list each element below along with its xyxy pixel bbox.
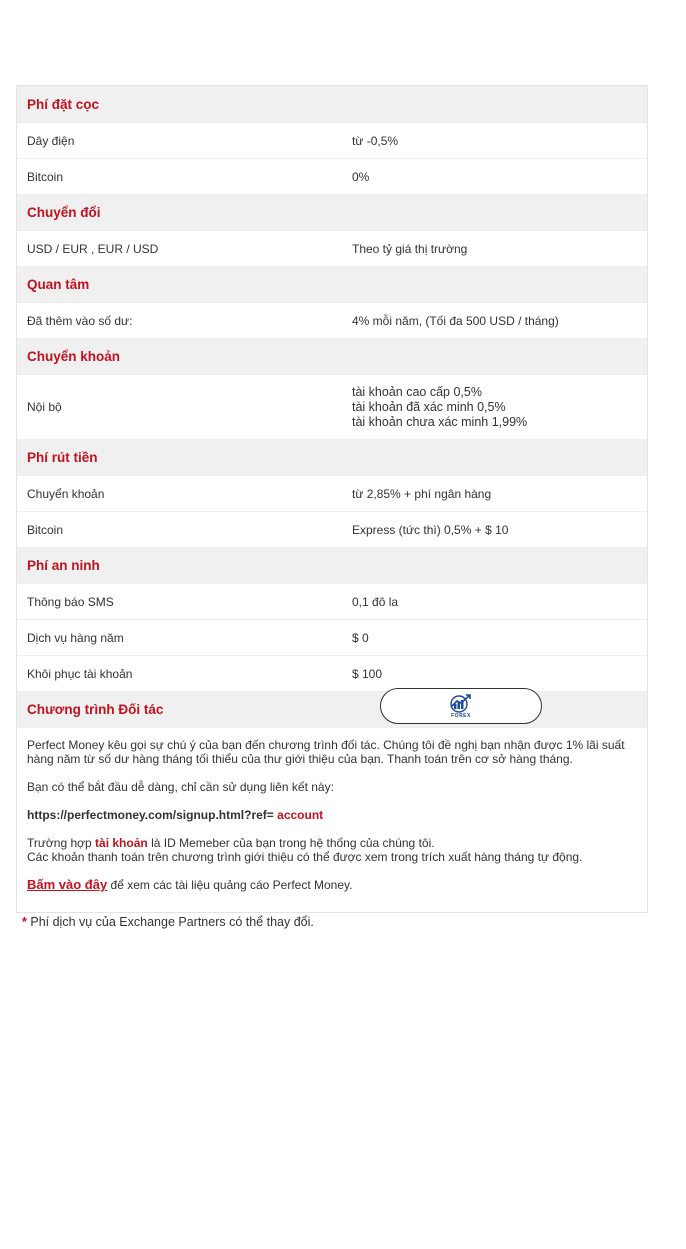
logo-text: FOREX [451, 713, 471, 719]
row-label: Dây điện [27, 133, 75, 148]
table-row [17, 583, 647, 619]
footnote-text: Phí dịch vụ của Exchange Partners có thể thay đổi. [30, 915, 314, 929]
referral-link-account: account [277, 808, 324, 822]
row-label: Đã thêm vào số dư: [27, 313, 133, 328]
row-value: $ 0 [352, 630, 369, 645]
row-label: Bitcoin [27, 522, 64, 537]
row-value [342, 385, 647, 430]
section-title: Phí đặt cọc [27, 96, 100, 112]
section-header-withdrawal-fee [17, 439, 647, 475]
case-highlight: tài khoản [95, 836, 148, 850]
section-title: Chuyển khoản [27, 348, 121, 364]
row-label: USD / EUR , EUR / USD [27, 241, 159, 256]
row-value: 0,1 đô la [352, 594, 399, 609]
table-row [17, 302, 647, 338]
value-line: tài khoản chưa xác minh 1,99% [352, 414, 528, 429]
section-header-transfer [17, 338, 647, 374]
table-row [17, 158, 647, 194]
section-title: Chuyển đổi [27, 204, 101, 220]
click-here-link[interactable]: Bấm vào đây [27, 877, 108, 892]
click-suffix: để xem các tài liệu quảng cáo Perfect Money. [110, 878, 353, 892]
section-header-deposit-fee [17, 86, 647, 122]
value-line: tài khoản đã xác minh 0,5% [352, 399, 506, 414]
partner-instructions: Bạn có thể bắt đầu dễ dàng, chỉ cần sử dụng liên kết này: [27, 780, 334, 794]
case-suffix: là ID Memeber của bạn trong hệ thống của chúng tôi. [151, 836, 435, 850]
table-row [17, 619, 647, 655]
table-row [17, 511, 647, 547]
partner-body [17, 727, 647, 912]
partner-intro: Perfect Money kêu gọi sự chú ý của bạn đến chương trình đối tác. Chúng tôi đề nghị bạn nhận được 1% lãi suất hàng năm từ số dư hàng tháng tối thiểu của thư giới thiệu của bạn. Thanh toán trên cơ sở hàng tháng. [27, 738, 625, 766]
section-header-partner-program [17, 691, 647, 727]
table-row [17, 475, 647, 511]
row-label: Dịch vụ hàng năm [27, 630, 124, 645]
referral-link[interactable] [27, 808, 637, 822]
section-title: Chương trình Đối tác [27, 701, 164, 717]
section-title: Quan tâm [27, 276, 90, 292]
table-row [17, 655, 647, 691]
case-prefix: Trường hợp [27, 836, 92, 850]
row-value: 4% mỗi năm, (Tối đa 500 USD / tháng) [352, 313, 559, 328]
row-value: từ 2,85% + phí ngân hàng [352, 486, 492, 501]
chart-growth-icon [447, 693, 475, 713]
section-header-security-fee [17, 547, 647, 583]
row-value: $ 100 [352, 666, 383, 681]
table-row [17, 122, 647, 158]
section-header-interest [17, 266, 647, 302]
value-line: tài khoản cao cấp 0,5% [352, 384, 482, 399]
asterisk: * [22, 915, 27, 929]
section-title: Phí rút tiền [27, 449, 98, 465]
row-label: Nội bộ [27, 400, 62, 414]
row-label: Khôi phục tài khoản [27, 666, 133, 681]
table-row [17, 374, 647, 439]
row-value: Express (tức thì) 0,5% + $ 10 [352, 522, 509, 537]
row-value: từ -0,5% [352, 133, 399, 148]
partner-case-text [27, 836, 637, 864]
case-line2: Các khoản thanh toán trên chương trình giới thiệu có thể được xem trong trích xuất hàng tháng tự động. [27, 850, 583, 864]
promo-text [27, 878, 637, 892]
section-title: Phí an ninh [27, 557, 100, 573]
row-label: Chuyển khoản [27, 486, 105, 501]
row-value: 0% [352, 169, 370, 184]
referral-link-prefix: https://perfectmoney.com/signup.html?ref= [27, 808, 274, 822]
section-header-conversion [17, 194, 647, 230]
forex-logo [380, 688, 542, 724]
row-value: Theo tỷ giá thị trường [352, 241, 468, 256]
footnote [22, 915, 314, 929]
row-label: Bitcoin [27, 169, 64, 184]
table-row [17, 230, 647, 266]
fees-table [16, 85, 648, 913]
row-label: Thông báo SMS [27, 594, 114, 609]
